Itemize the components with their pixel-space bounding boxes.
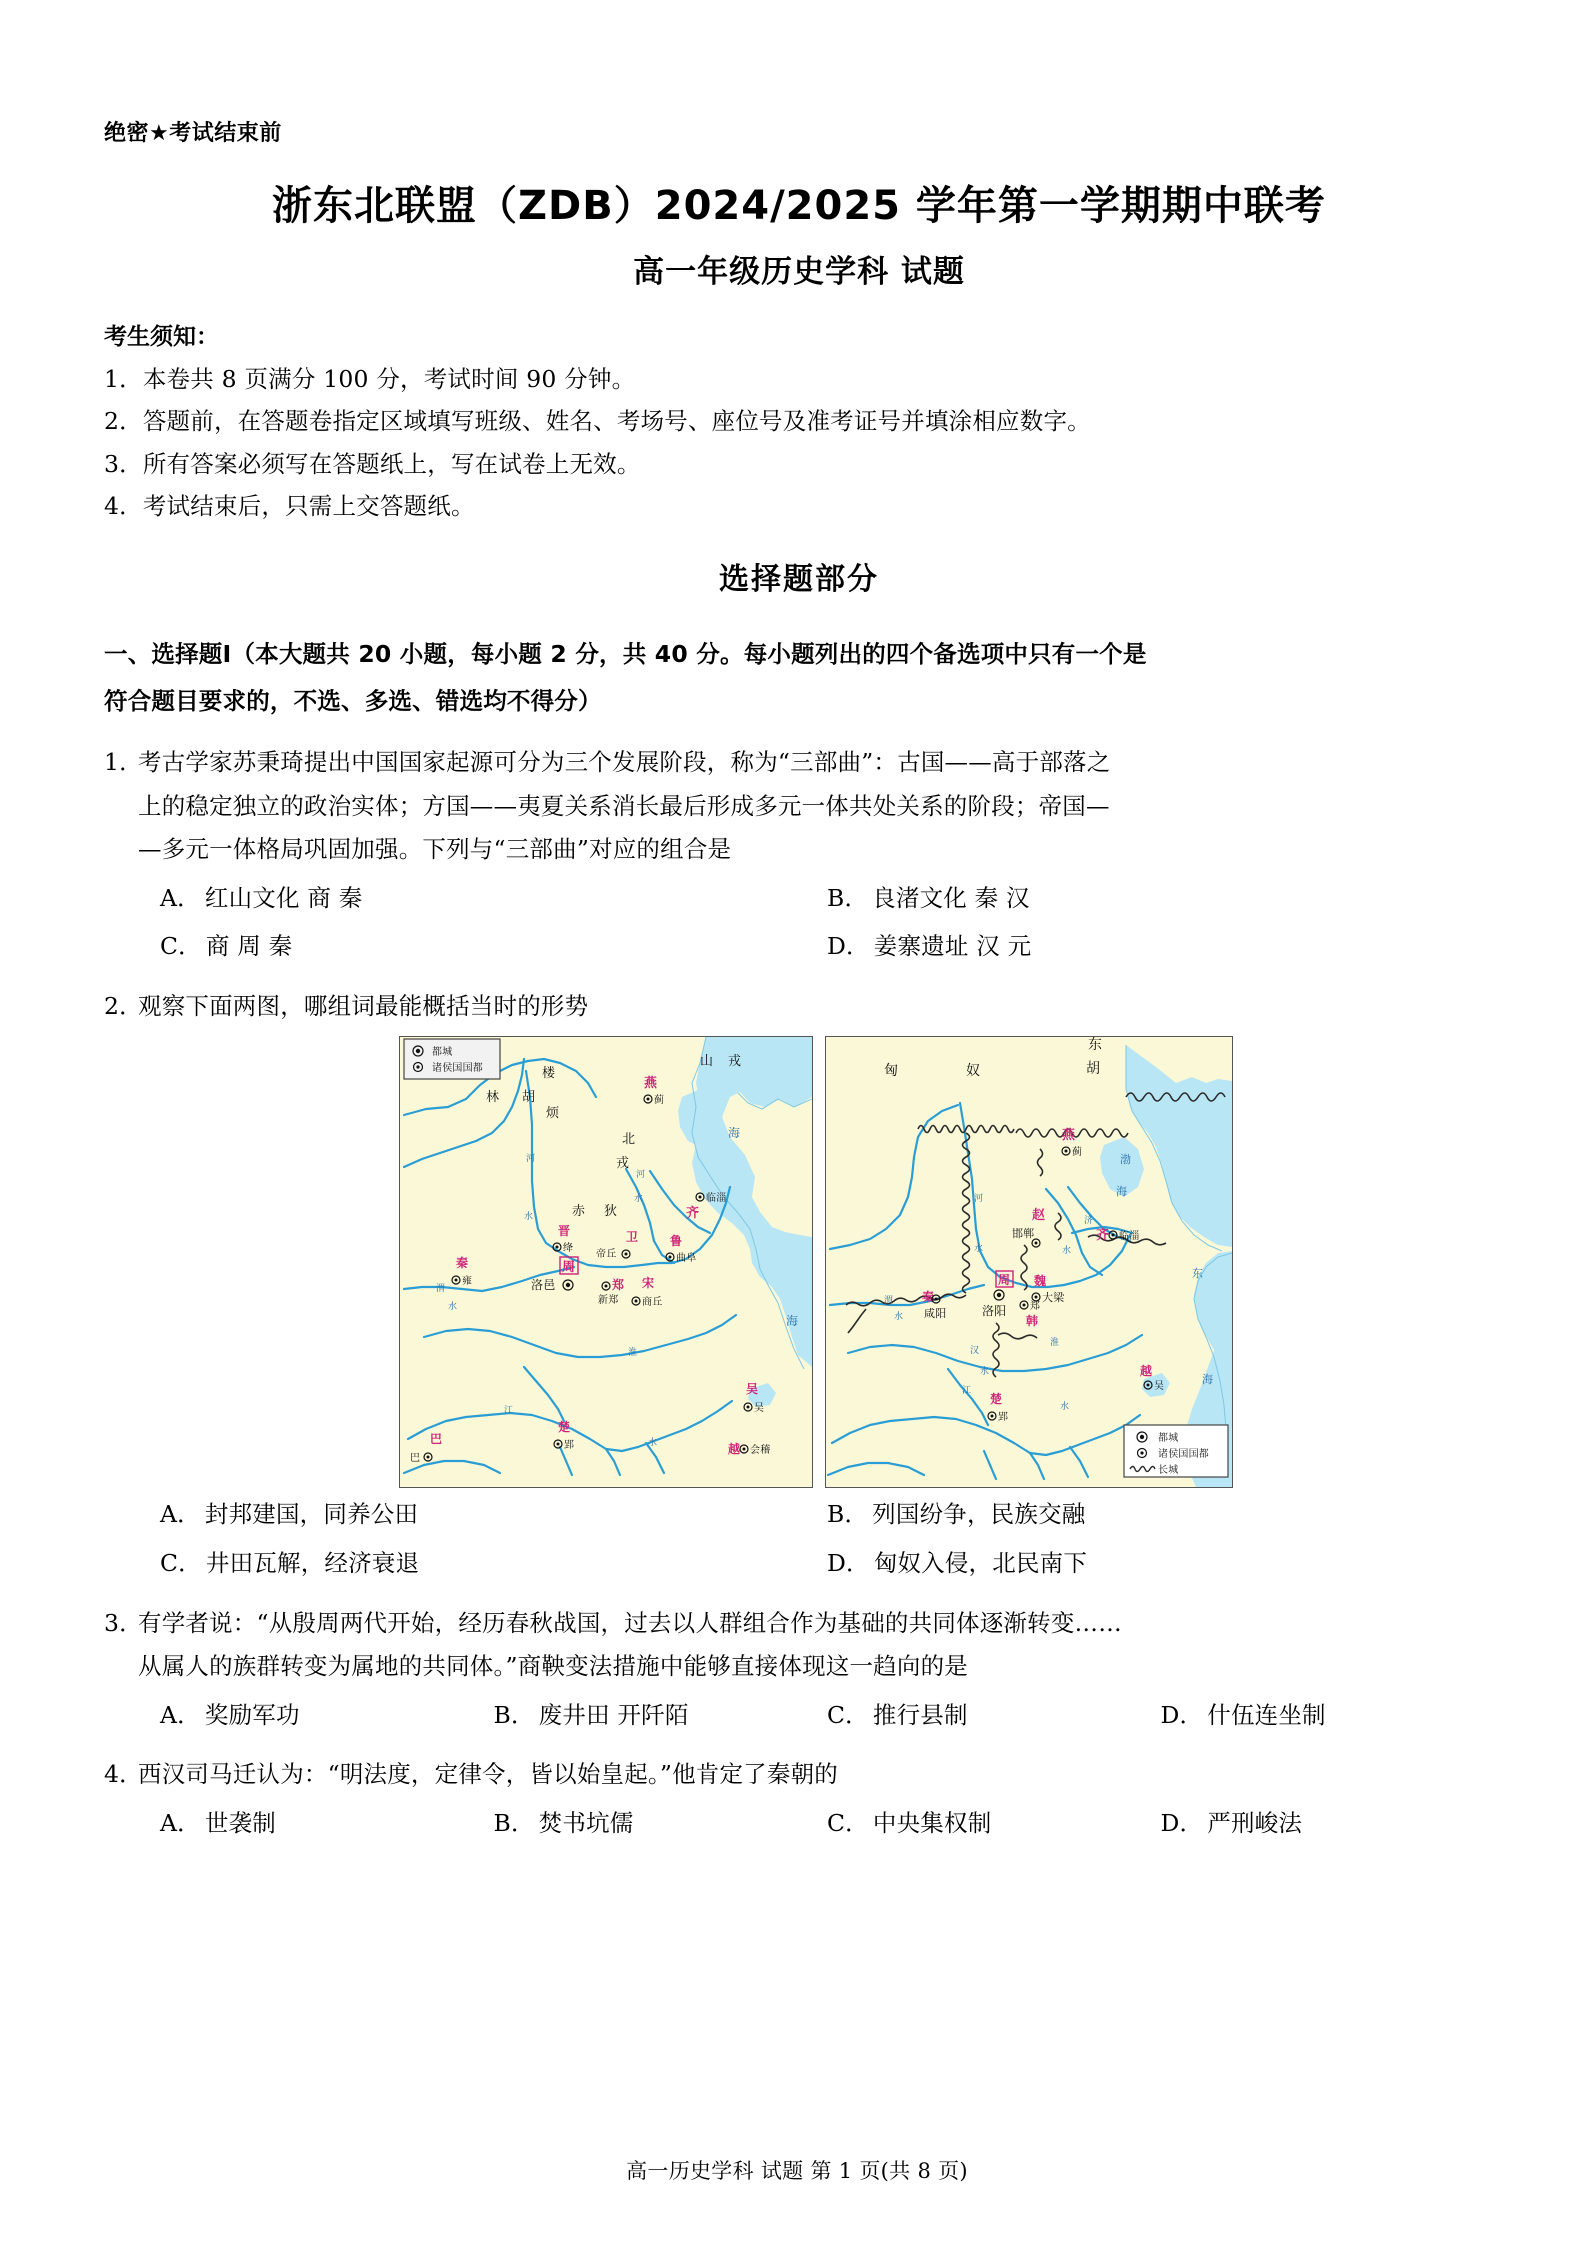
svg-text:吴: 吴 [1154, 1381, 1165, 1393]
question-3-option-a[interactable] [138, 1693, 494, 1738]
page-title: 浙东北联盟（ZDB）2024/2025 学年第一学期期中联考 [272, 183, 1326, 229]
question-4-option-b-text: 焚书坑儒 [538, 1808, 634, 1837]
svg-text:山: 山 [700, 1054, 714, 1070]
svg-text:临淄: 临淄 [1119, 1231, 1140, 1243]
question-4-option-d[interactable] [1161, 1801, 1495, 1846]
svg-text:海: 海 [786, 1314, 799, 1329]
svg-text:水: 水 [894, 1312, 904, 1323]
question-3-option-a-label: A． [160, 1700, 201, 1729]
svg-text:都城: 都城 [1158, 1433, 1179, 1445]
question-3-number: 3． [104, 1608, 143, 1637]
question-3-stem-line-1: 有学者说：“从殷周两代开始，经历春秋战国，过去以人群组合作为基础的共同体逐渐转变…… [138, 1608, 1122, 1637]
question-1-option-b-label: B． [827, 883, 869, 912]
svg-text:洛邑: 洛邑 [531, 1278, 556, 1293]
svg-text:济: 济 [1084, 1216, 1094, 1227]
question-2 [104, 985, 1494, 1586]
svg-text:魏: 魏 [1034, 1274, 1047, 1289]
svg-text:吴: 吴 [746, 1382, 759, 1397]
svg-text:东: 东 [1088, 1037, 1103, 1054]
svg-text:燕: 燕 [644, 1076, 658, 1092]
svg-text:会稽: 会稽 [750, 1445, 771, 1457]
question-2-option-b[interactable] [827, 1492, 1494, 1537]
question-2-option-b-text: 列国纷争，民族交融 [872, 1500, 1086, 1529]
question-1 [104, 741, 1494, 969]
svg-text:楚: 楚 [558, 1420, 571, 1435]
svg-text:海: 海 [728, 1126, 741, 1141]
section-heading-line-1: 一、选择题Ⅰ（本大题共 20 小题，每小题 2 分，共 40 分。每小题列出的四个备选项中只有一个是 [104, 640, 1147, 669]
map-warring-states [825, 1036, 1233, 1488]
page-subtitle: 高一年级历史学科 试题 [633, 254, 965, 290]
question-1-stem-line-1: 考古学家苏秉琦提出中国国家起源可分为三个发展阶段，称为“三部曲”：古国——高于部落之 [138, 748, 1111, 777]
svg-text:诸侯国国都: 诸侯国国都 [432, 1063, 483, 1075]
svg-text:郑: 郑 [612, 1278, 625, 1293]
notice-line-4: 4．考试结束后，只需上交答题纸。 [104, 491, 475, 520]
svg-text:晋: 晋 [558, 1224, 571, 1239]
svg-text:帝丘: 帝丘 [596, 1249, 617, 1261]
secret-notice: 绝密★考试结束前 [104, 121, 282, 146]
svg-text:越: 越 [1140, 1364, 1153, 1379]
question-2-stem [104, 985, 1494, 1028]
question-2-option-a[interactable] [138, 1492, 827, 1537]
svg-text:商丘: 商丘 [642, 1297, 663, 1309]
question-4-option-c-label: C． [827, 1808, 869, 1837]
question-2-figures [138, 1036, 1494, 1488]
question-1-stem-line-2: 上的稳定独立的政治实体；方国——夷夏关系消长最后形成多元一体共处关系的阶段；帝国— [138, 791, 1110, 820]
question-1-option-a-text: 红山文化 商 秦 [204, 883, 363, 912]
svg-text:胡: 胡 [1086, 1061, 1101, 1078]
notice-line-1: 1．本卷共 8 页满分 100 分，考试时间 90 分钟。 [104, 364, 636, 393]
question-4-stem-line-1: 西汉司马迁认为：“明法度，定律令，皆以始皇起。”他肯定了秦朝的 [138, 1760, 838, 1789]
page-footer: 高一历史学科 试题 第 1 页(共 8 页) [626, 2159, 968, 2183]
svg-text:江: 江 [504, 1406, 514, 1417]
question-4-option-a-label: A． [160, 1808, 201, 1837]
svg-text:秦: 秦 [456, 1256, 469, 1271]
svg-text:卫: 卫 [626, 1230, 639, 1245]
question-4-option-a-text: 世袭制 [204, 1808, 276, 1837]
svg-text:新郑: 新郑 [598, 1295, 619, 1307]
question-4-option-c-text: 中央集权制 [872, 1808, 992, 1837]
svg-text:林: 林 [486, 1090, 500, 1106]
question-4-option-a[interactable] [138, 1801, 494, 1846]
svg-text:吴: 吴 [754, 1403, 765, 1415]
question-4-option-d-text: 严刑峻法 [1207, 1808, 1303, 1837]
question-1-option-d-text: 姜寨遗址 汉 元 [873, 932, 1032, 961]
svg-text:水: 水 [648, 1438, 658, 1449]
question-4-option-d-label: D． [1160, 1808, 1204, 1837]
svg-text:临淄: 临淄 [706, 1193, 727, 1205]
question-1-option-c-text: 商 周 秦 [205, 932, 293, 961]
svg-text:水: 水 [634, 1194, 644, 1205]
map-legend [1124, 1425, 1228, 1477]
question-1-options-row-1 [138, 876, 1494, 921]
question-1-option-d-label: D． [827, 932, 870, 961]
question-2-option-a-text: 封邦建国，同养公田 [204, 1500, 419, 1529]
question-1-options-row-2 [138, 924, 1494, 969]
svg-text:巴: 巴 [430, 1432, 443, 1447]
question-2-option-d-text: 匈奴入侵，北民南下 [873, 1549, 1088, 1578]
svg-text:淮: 淮 [628, 1348, 638, 1359]
svg-text:郑: 郑 [1030, 1301, 1041, 1313]
map-spring-autumn [399, 1036, 813, 1488]
question-3-option-c-text: 推行县制 [872, 1700, 968, 1729]
question-1-number: 1． [104, 748, 143, 777]
svg-text:戎: 戎 [728, 1054, 742, 1070]
svg-text:秦: 秦 [922, 1290, 935, 1305]
question-1-option-b[interactable] [827, 876, 1494, 921]
question-2-options-row-2 [138, 1541, 1494, 1586]
question-1-option-a-label: A． [160, 883, 201, 912]
svg-text:楼: 楼 [542, 1066, 556, 1082]
svg-text:诸侯国国都: 诸侯国国都 [1158, 1449, 1209, 1461]
svg-text:长城: 长城 [1158, 1465, 1179, 1477]
question-3 [104, 1602, 1494, 1738]
svg-text:水: 水 [1060, 1402, 1070, 1413]
svg-text:齐: 齐 [1096, 1228, 1110, 1244]
question-2-options-row-1 [138, 1492, 1494, 1537]
svg-text:咸阳: 咸阳 [924, 1307, 947, 1321]
question-4-option-b-label: B． [493, 1808, 535, 1837]
svg-text:渤: 渤 [1120, 1153, 1132, 1167]
svg-text:水: 水 [974, 1244, 984, 1255]
svg-text:郢: 郢 [564, 1440, 575, 1452]
question-2-option-b-label: B． [827, 1500, 869, 1529]
question-2-option-d[interactable] [827, 1541, 1494, 1586]
question-2-option-a-label: A． [160, 1500, 201, 1529]
question-3-option-d[interactable] [1161, 1693, 1495, 1738]
question-4-options [138, 1801, 1494, 1846]
svg-text:赵: 赵 [1032, 1208, 1046, 1224]
question-3-option-c[interactable] [827, 1693, 1161, 1738]
question-2-option-c-label: C． [160, 1549, 202, 1578]
svg-text:北: 北 [622, 1132, 636, 1148]
svg-text:大梁: 大梁 [1042, 1291, 1065, 1305]
svg-text:周: 周 [562, 1260, 576, 1276]
svg-text:巴: 巴 [410, 1453, 421, 1465]
svg-text:河: 河 [636, 1170, 646, 1181]
svg-text:河: 河 [974, 1194, 984, 1205]
svg-text:渭: 渭 [436, 1284, 446, 1295]
svg-text:水: 水 [1062, 1246, 1072, 1257]
question-3-stem [104, 1602, 1494, 1645]
question-1-option-a[interactable] [138, 876, 827, 921]
question-1-option-b-text: 良渚文化 秦 汉 [872, 883, 1030, 912]
svg-text:蓟: 蓟 [654, 1095, 665, 1107]
svg-text:戎: 戎 [616, 1156, 630, 1172]
svg-text:水: 水 [448, 1302, 458, 1313]
svg-text:烦: 烦 [546, 1106, 560, 1122]
svg-text:燕: 燕 [1062, 1128, 1076, 1144]
question-4-option-b[interactable] [494, 1801, 828, 1846]
notice-line-2: 2．答题前，在答题卷指定区域填写班级、姓名、考场号、座位号及准考证号并填涂相应数字。 [104, 407, 1091, 436]
svg-text:周: 周 [998, 1273, 1011, 1288]
question-3-stem-line-2: 从属人的族群转变为属地的共同体。”商鞅变法措施中能够直接体现这一趋向的是 [138, 1652, 968, 1681]
svg-text:江: 江 [962, 1386, 972, 1397]
section-heading-line-2: 符合题目要求的，不选、多选、错选均不得分） [104, 687, 602, 716]
map-legend [404, 1039, 500, 1079]
question-4 [104, 1753, 1494, 1845]
question-3-option-c-label: C． [827, 1700, 869, 1729]
question-3-option-b-text: 废井田 开阡陌 [538, 1700, 689, 1729]
question-3-options [138, 1693, 1494, 1738]
svg-text:东: 东 [1192, 1267, 1204, 1281]
question-3-option-d-text: 什伍连坐制 [1207, 1700, 1326, 1729]
svg-text:狄: 狄 [604, 1204, 618, 1220]
svg-text:宋: 宋 [642, 1276, 655, 1291]
question-3-option-d-label: D． [1160, 1700, 1204, 1729]
question-1-option-c[interactable] [138, 924, 827, 969]
svg-text:都城: 都城 [432, 1047, 453, 1059]
svg-text:渭: 渭 [884, 1296, 894, 1307]
svg-text:海: 海 [1202, 1373, 1214, 1387]
section-heading [104, 631, 1494, 725]
svg-text:水: 水 [980, 1367, 990, 1378]
svg-text:邯郸: 邯郸 [1012, 1227, 1035, 1241]
question-1-option-c-label: C． [160, 932, 202, 961]
question-4-option-c[interactable] [827, 1801, 1161, 1846]
svg-text:雍: 雍 [462, 1276, 473, 1288]
svg-text:楚: 楚 [990, 1392, 1003, 1407]
part-title: 选择题部分 [719, 562, 879, 598]
svg-text:洛阳: 洛阳 [982, 1304, 1007, 1319]
question-2-option-d-label: D． [827, 1549, 870, 1578]
svg-text:韩: 韩 [1026, 1314, 1039, 1329]
svg-text:汉: 汉 [970, 1346, 980, 1357]
svg-text:齐: 齐 [686, 1206, 700, 1222]
question-1-stem [104, 741, 1494, 784]
question-3-option-b-label: B． [493, 1700, 535, 1729]
svg-text:匈: 匈 [884, 1063, 899, 1080]
svg-text:赤: 赤 [572, 1204, 586, 1220]
question-4-number: 4． [104, 1760, 143, 1789]
svg-text:越: 越 [728, 1442, 741, 1457]
svg-text:蓟: 蓟 [1072, 1147, 1083, 1159]
svg-text:淮: 淮 [1050, 1338, 1060, 1349]
question-3-option-a-text: 奖励军功 [204, 1700, 300, 1729]
svg-text:胡: 胡 [522, 1090, 536, 1106]
question-4-stem [104, 1753, 1494, 1796]
question-2-option-c-text: 井田瓦解，经济衰退 [205, 1549, 420, 1578]
notice-heading: 考生须知： [104, 324, 219, 351]
svg-text:奴: 奴 [966, 1063, 981, 1080]
svg-text:海: 海 [1116, 1185, 1128, 1199]
svg-text:郢: 郢 [998, 1412, 1009, 1424]
svg-text:水: 水 [524, 1212, 534, 1223]
svg-text:鲁: 鲁 [670, 1234, 683, 1249]
question-3-option-b[interactable] [494, 1693, 828, 1738]
question-2-number: 2． [104, 991, 143, 1020]
question-1-stem-line-3: —多元一体格局巩固加强。下列与“三部曲”对应的组合是 [138, 835, 732, 864]
svg-text:曲阜: 曲阜 [676, 1253, 697, 1265]
svg-text:河: 河 [526, 1154, 536, 1165]
question-2-stem-line-1: 观察下面两图，哪组词最能概括当时的形势 [138, 991, 589, 1020]
question-1-option-d[interactable] [827, 924, 1494, 969]
question-2-option-c[interactable] [138, 1541, 827, 1586]
svg-text:绛: 绛 [563, 1243, 574, 1255]
notice-line-3: 3．所有答案必须写在答题纸上，写在试卷上无效。 [104, 449, 641, 478]
